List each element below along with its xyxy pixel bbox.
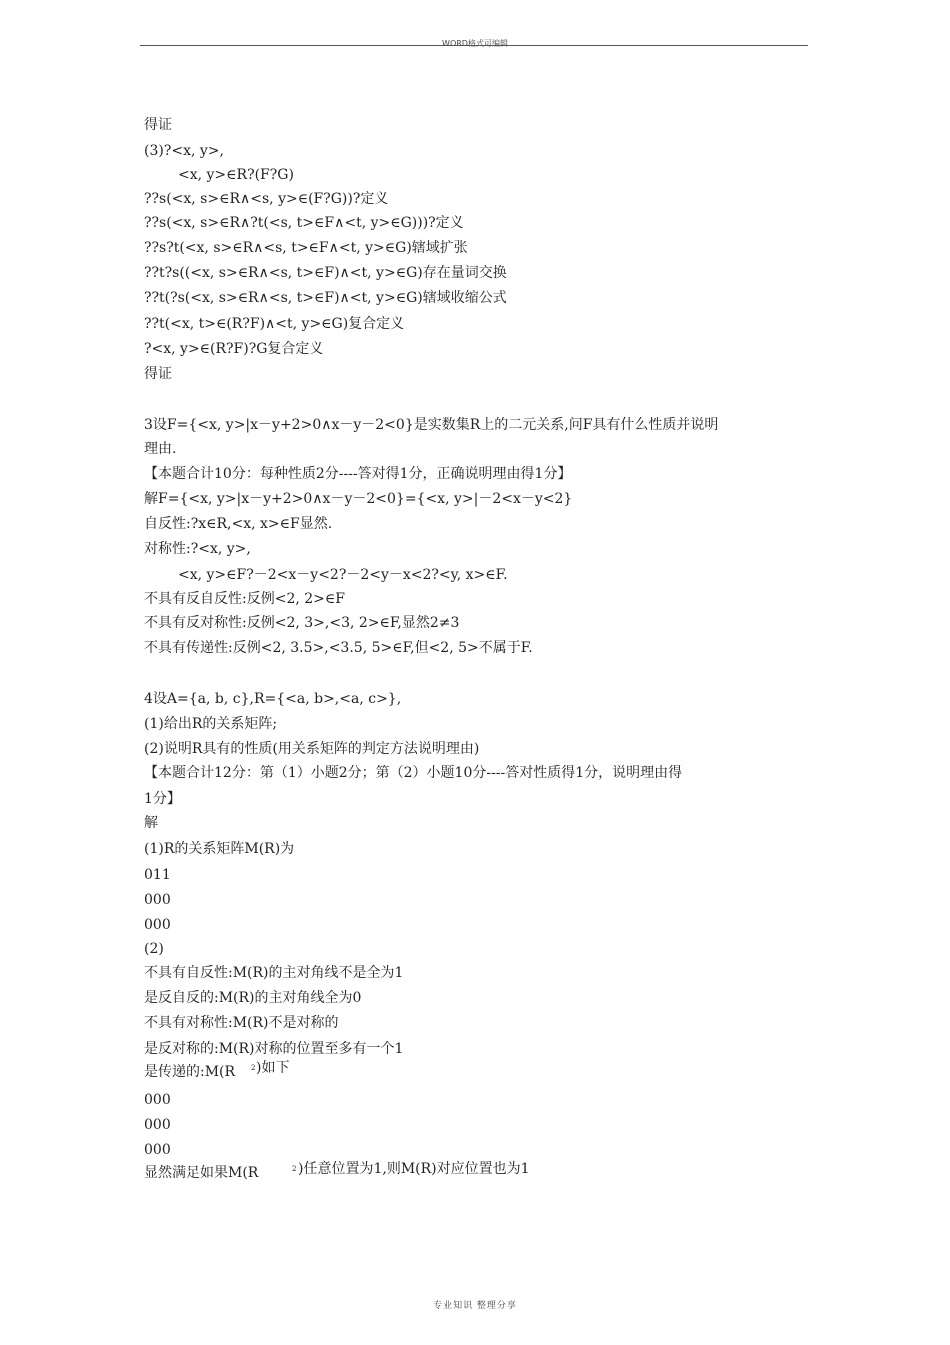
text-line: (2) bbox=[144, 941, 164, 957]
text-line: <x, y>∈F?－2<x－y<2?－2<y－x<2?<y, x>∈F. bbox=[178, 567, 508, 583]
text-line: (1)给出R的关系矩阵; bbox=[144, 716, 278, 732]
text-line: (1)R的关系矩阵M(R)为 bbox=[144, 841, 295, 857]
text-line: 是反自反的:M(R)的主对角线全为0 bbox=[144, 990, 362, 1006]
text-line: <x, y>∈R?(F?G) bbox=[178, 167, 294, 183]
text-line: ??s(<x, s>∈R∧<s, y>∈(F?G))?定义 bbox=[144, 191, 389, 207]
text-line: 自反性:?x∈R,<x, x>∈F显然. bbox=[144, 516, 333, 532]
text-line: 得证 bbox=[144, 366, 172, 382]
text-line: ?<x, y>∈(R?F)?G复合定义 bbox=[144, 341, 324, 357]
text-line: 显然满足如果M(R bbox=[144, 1165, 259, 1181]
text-line: 解F={<x, y>|x－y+2>0∧x－y－2<0}={<x, y>|－2<x－y<2} bbox=[144, 491, 573, 507]
text-line: 【本题合计10分：每种性质2分----答对得1分，正确说明理由得1分】 bbox=[144, 466, 572, 482]
matrix-row: 000 bbox=[144, 917, 171, 933]
text-line: 解 bbox=[144, 815, 158, 831]
text-line: 3设F={<x, y>|x－y+2>0∧x－y－2<0}是实数集R上的二元关系,问F具有什么性质并说明 bbox=[144, 417, 719, 433]
text-line: ??t?s((<x, s>∈R∧<s, t>∈F)∧<t, y>∈G)存在量词交换 bbox=[144, 265, 507, 281]
text-line: (3)?<x, y>, bbox=[144, 143, 224, 159]
superscript: 2 bbox=[251, 1064, 256, 1072]
text-line: 理由. bbox=[144, 441, 177, 457]
header-rule bbox=[140, 45, 808, 46]
text-line: )任意位置为1,则M(R)对应位置也为1 bbox=[298, 1161, 530, 1177]
text-line: 不具有传递性:反例<2, 3.5>,<3.5, 5>∈F,但<2, 5>不属于F. bbox=[144, 640, 533, 656]
text-line: 不具有反自反性:反例<2, 2>∈F bbox=[144, 591, 345, 607]
text-line: ??t(<x, t>∈(R?F)∧<t, y>∈G)复合定义 bbox=[144, 316, 405, 332]
text-line: )如下 bbox=[256, 1060, 290, 1076]
text-line: 不具有反对称性:反例<2, 3>,<3, 2>∈F,显然2≠3 bbox=[144, 615, 460, 631]
text-line: ??s?t(<x, s>∈R∧<s, t>∈F∧<t, y>∈G)辖域扩张 bbox=[144, 240, 468, 256]
matrix-row: 000 bbox=[144, 1092, 171, 1108]
text-line: 【本题合计12分：第（1）小题2分；第（2）小题10分----答对性质得1分，说明理由得 bbox=[144, 765, 683, 781]
matrix-row: 000 bbox=[144, 1117, 171, 1133]
text-line: 4设A={a, b, c},R={<a, b>,<a, c>}, bbox=[144, 691, 402, 707]
matrix-row: 000 bbox=[144, 1142, 171, 1158]
text-line: 不具有自反性:M(R)的主对角线不是全为1 bbox=[144, 965, 404, 981]
text-line: 是反对称的:M(R)对称的位置至多有一个1 bbox=[144, 1041, 404, 1057]
text-line: 是传递的:M(R bbox=[144, 1064, 236, 1080]
text-line: ??t(?s(<x, s>∈R∧<s, t>∈F)∧<t, y>∈G)辖域收缩公式 bbox=[144, 290, 507, 306]
text-line: ??s(<x, s>∈R∧?t(<s, t>∈F∧<t, y>∈G)))?定义 bbox=[144, 215, 464, 231]
text-line: 不具有对称性:M(R)不是对称的 bbox=[144, 1015, 339, 1031]
page-footer: 专业知识 整理分享 bbox=[433, 1301, 517, 1311]
text-line: 得证 bbox=[144, 117, 172, 133]
text-line: (2)说明R具有的性质(用关系矩阵的判定方法说明理由) bbox=[144, 741, 480, 757]
matrix-row: 011 bbox=[144, 867, 171, 883]
text-line: 对称性:?<x, y>, bbox=[144, 541, 251, 557]
matrix-row: 000 bbox=[144, 892, 171, 908]
superscript: 2 bbox=[292, 1165, 297, 1173]
text-line: 1分】 bbox=[144, 791, 181, 807]
page-header: WORD格式可编辑 bbox=[442, 39, 508, 48]
